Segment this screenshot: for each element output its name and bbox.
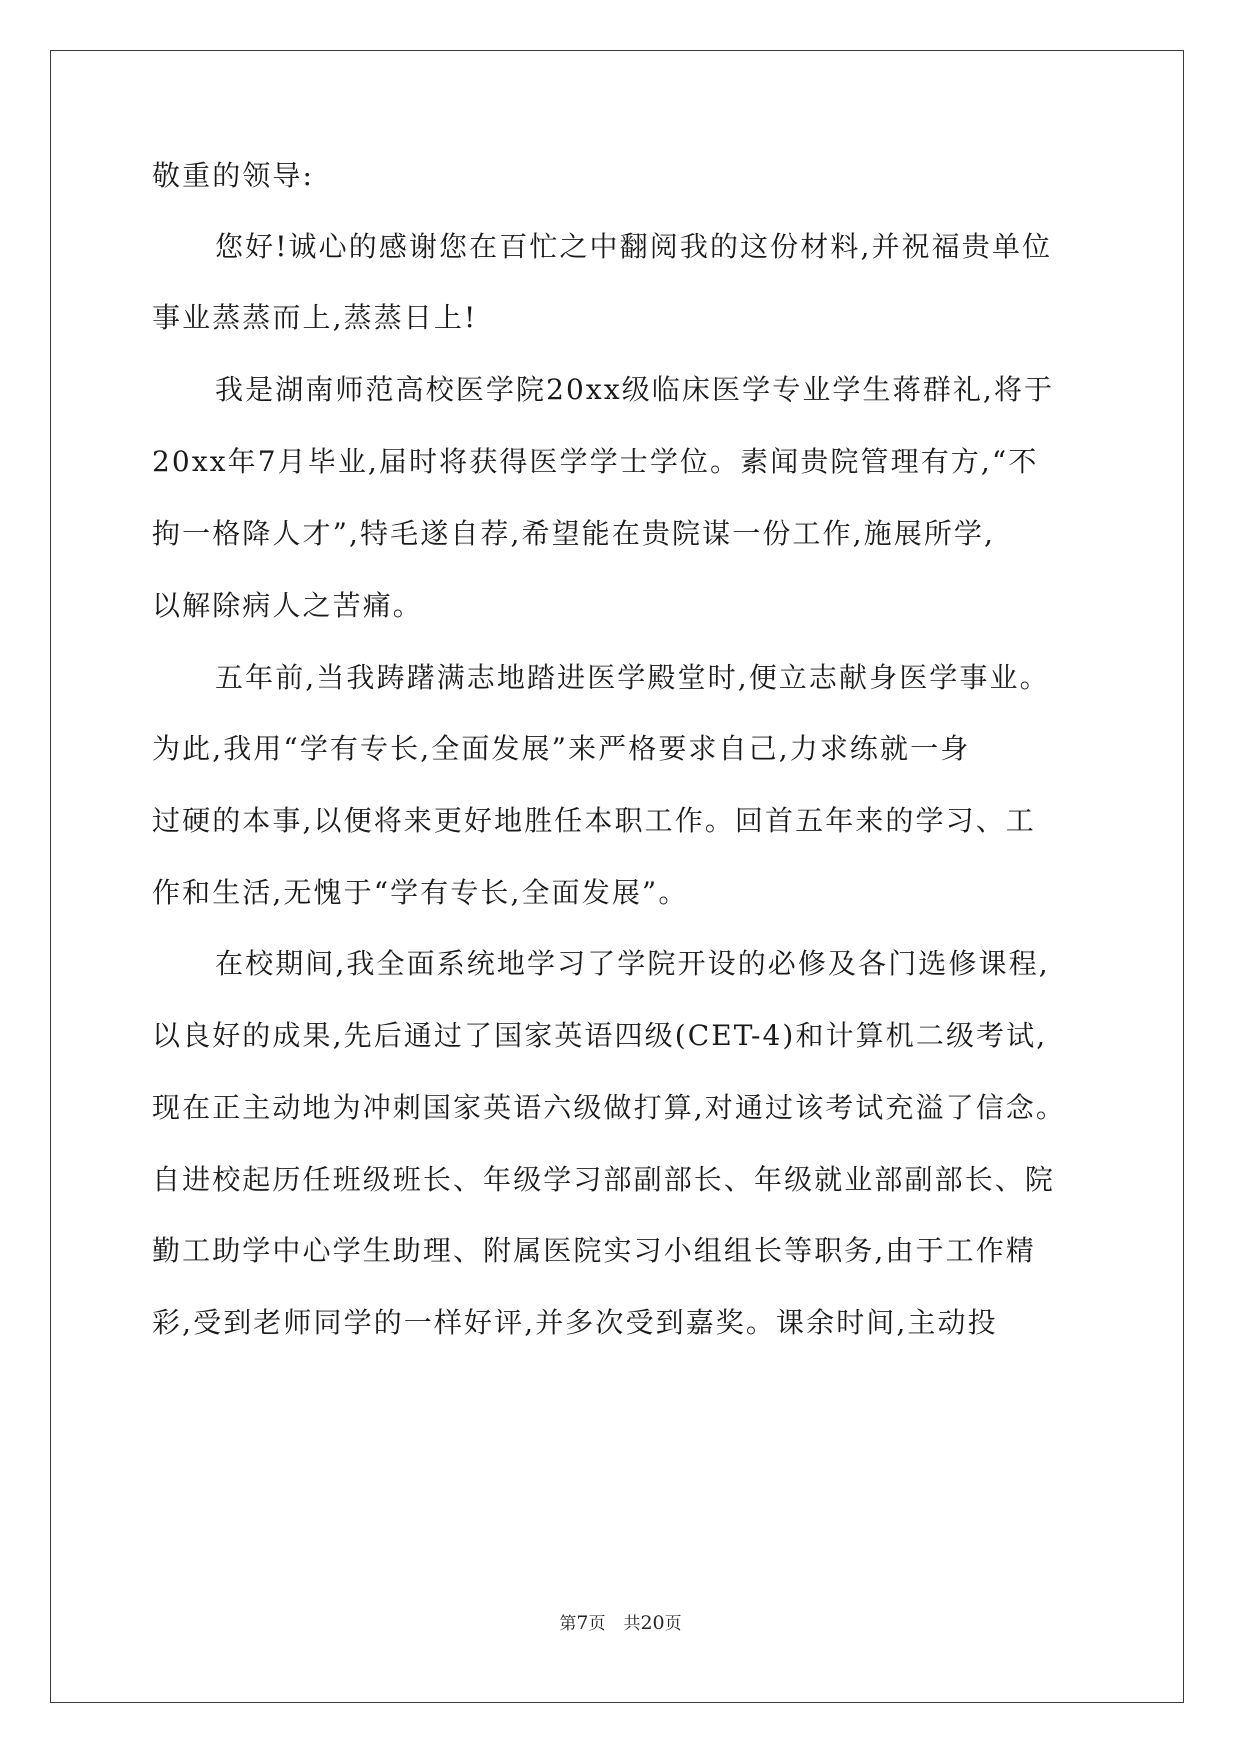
text-line: 过硬的本事,以便将来更好地胜任本职工作。回首五年来的学习、工 <box>152 804 1036 837</box>
text-line: 我是湖南师范高校医学院20xx级临床医学专业学生蒋群礼,将于 <box>215 373 1055 406</box>
text-line: 现在正主动地为冲刺国家英语六级做打算,对通过该考试充溢了信念。 <box>152 1091 1067 1124</box>
text-line: 事业蒸蒸而上,蒸蒸日上! <box>152 301 478 334</box>
text-line: 五年前,当我踌躇满志地踏进医学殿堂时,便立志献身医学事业。 <box>215 661 1050 694</box>
page-suffix: 页 <box>588 1614 606 1634</box>
page-total: 20 <box>640 1612 665 1634</box>
page-prefix: 第 <box>559 1614 577 1634</box>
text-line: 为此,我用“学有专长,全面发展”来严格要求自己,力求练就一身 <box>152 732 971 765</box>
text-line: 拘一格降人才”,特毛遂自荐,希望能在贵院谋一份工作,施展所学, <box>152 517 996 550</box>
total-prefix: 共 <box>623 1614 641 1634</box>
salutation-line: 敬重的领导: <box>152 159 315 192</box>
text-line: 您好!诚心的感谢您在百忙之中翻阅我的这份材料,并祝福贵单位 <box>215 230 1053 263</box>
text-line: 在校期间,我全面系统地学习了学院开设的必修及各门选修课程, <box>215 947 1050 980</box>
total-suffix: 页 <box>664 1614 682 1634</box>
text-line: 彩,受到老师同学的一样好评,并多次受到嘉奖。课余时间,主动投 <box>152 1306 998 1339</box>
text-line: 20xx年7月毕业,届时将获得医学学士学位。素闻贵院管理有方,“不 <box>152 445 1039 478</box>
text-line: 以解除病人之苦痛。 <box>152 589 423 622</box>
text-line: 作和生活,无愧于“学有专长,全面发展”。 <box>152 876 689 909</box>
page-current: 7 <box>576 1612 589 1634</box>
text-line: 勤工助学中心学生助理、附属医院实习小组组长等职务,由于工作精 <box>152 1234 1036 1267</box>
text-line: 自进校起历任班级班长、年级学习部副部长、年级就业部副部长、院 <box>152 1163 1056 1196</box>
text-line: 以良好的成果,先后通过了国家英语四级(CET-4)和计算机二级考试, <box>152 1019 1048 1052</box>
page-footer <box>0 1612 1241 1635</box>
